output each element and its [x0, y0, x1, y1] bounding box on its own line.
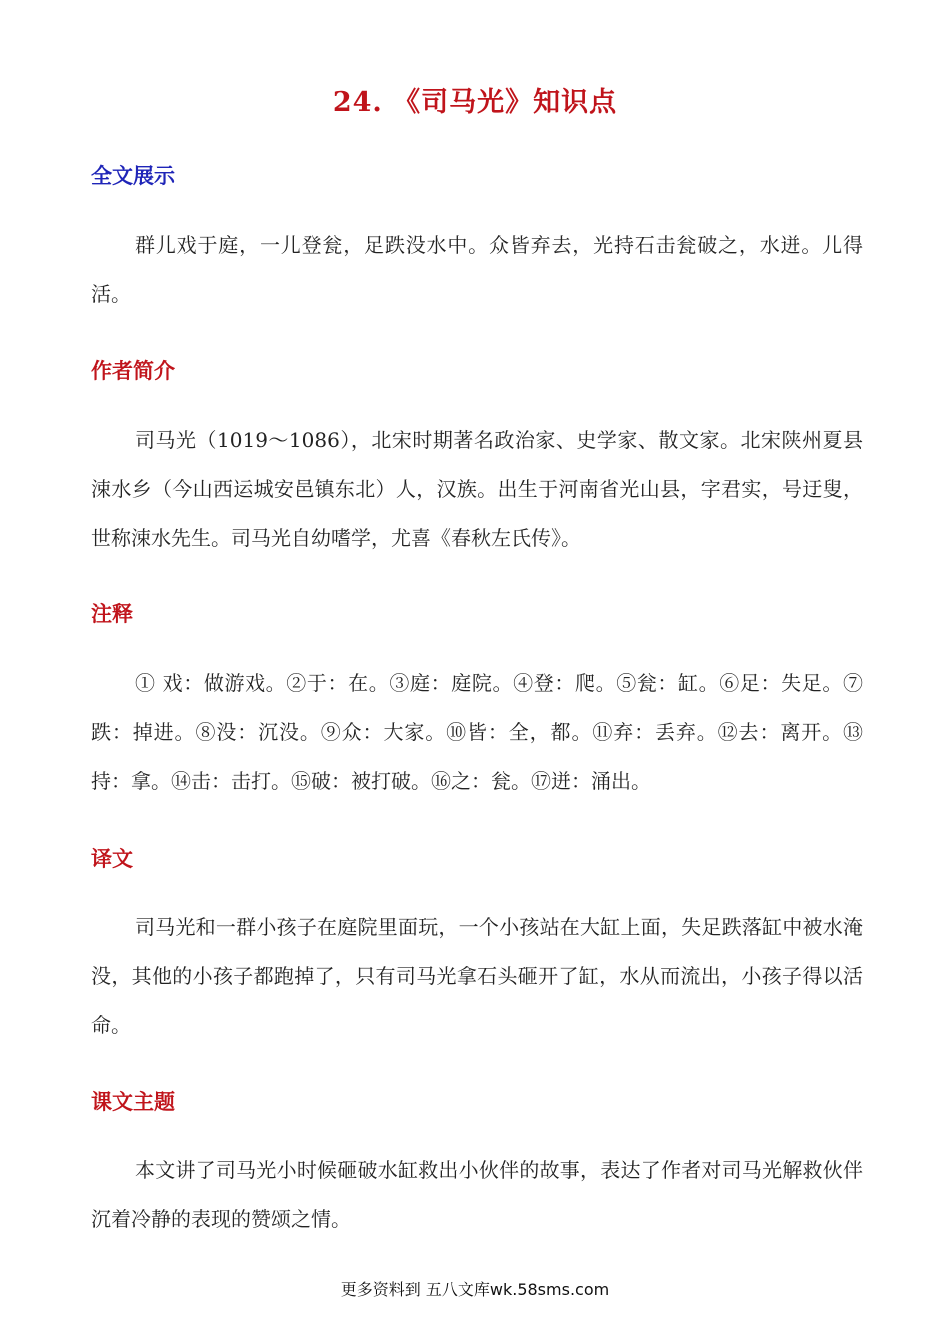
- heading-author: 作者简介: [91, 359, 175, 383]
- paragraph-theme: 本文讲了司马光小时候砸破水缸救出小伙伴的故事，表达了作者对司马光解救伙伴沉着冷静的表现的赞颂之情。: [91, 1158, 863, 1231]
- paragraph-notes: ① 戏：做游戏。②于：在。③庭：庭院。④登：爬。⑤瓮：缸。⑥足：失足。⑦跌：掉进。⑧没：沉没。⑨众：大家。⑩皆：全，都。⑪弃：丢弃。⑫去：离开。⑬持：拿。⑭击：击打。⑮破：被打破。⑯之：瓮。⑰迸：涌出。: [91, 671, 863, 793]
- paragraph-translation: 司马光和一群小孩子在庭院里面玩，一个小孩站在大缸上面，失足跌落缸中被水淹没，其他的小孩子都跑掉了，只有司马光拿石头砸开了缸，水从而流出，小孩子得以活命。: [91, 915, 863, 1037]
- footer-link[interactable]: 更多资料到 五八文库wk.58sms.com: [340, 1280, 610, 1299]
- heading-translation: 译文: [91, 847, 133, 871]
- paragraph-full-text: 群儿戏于庭，一儿登瓮，足跌没水中。众皆弃去，光持石击瓮破之，水迸。儿得活。: [91, 233, 863, 306]
- page-title: 24. 《司马光》知识点: [332, 87, 618, 118]
- heading-theme: 课文主题: [91, 1090, 175, 1114]
- heading-notes: 注释: [91, 602, 133, 626]
- heading-full-text: 全文展示: [91, 164, 175, 188]
- paragraph-author: 司马光（1019～1086），北宋时期著名政治家、史学家、散文家。北宋陕州夏县涑水乡（今山西运城安邑镇东北）人，汉族。出生于河南省光山县，字君实，号迂叟，世称涑水先生。司马光自幼嗜学，尤喜《春秋左氏传》。: [91, 428, 863, 550]
